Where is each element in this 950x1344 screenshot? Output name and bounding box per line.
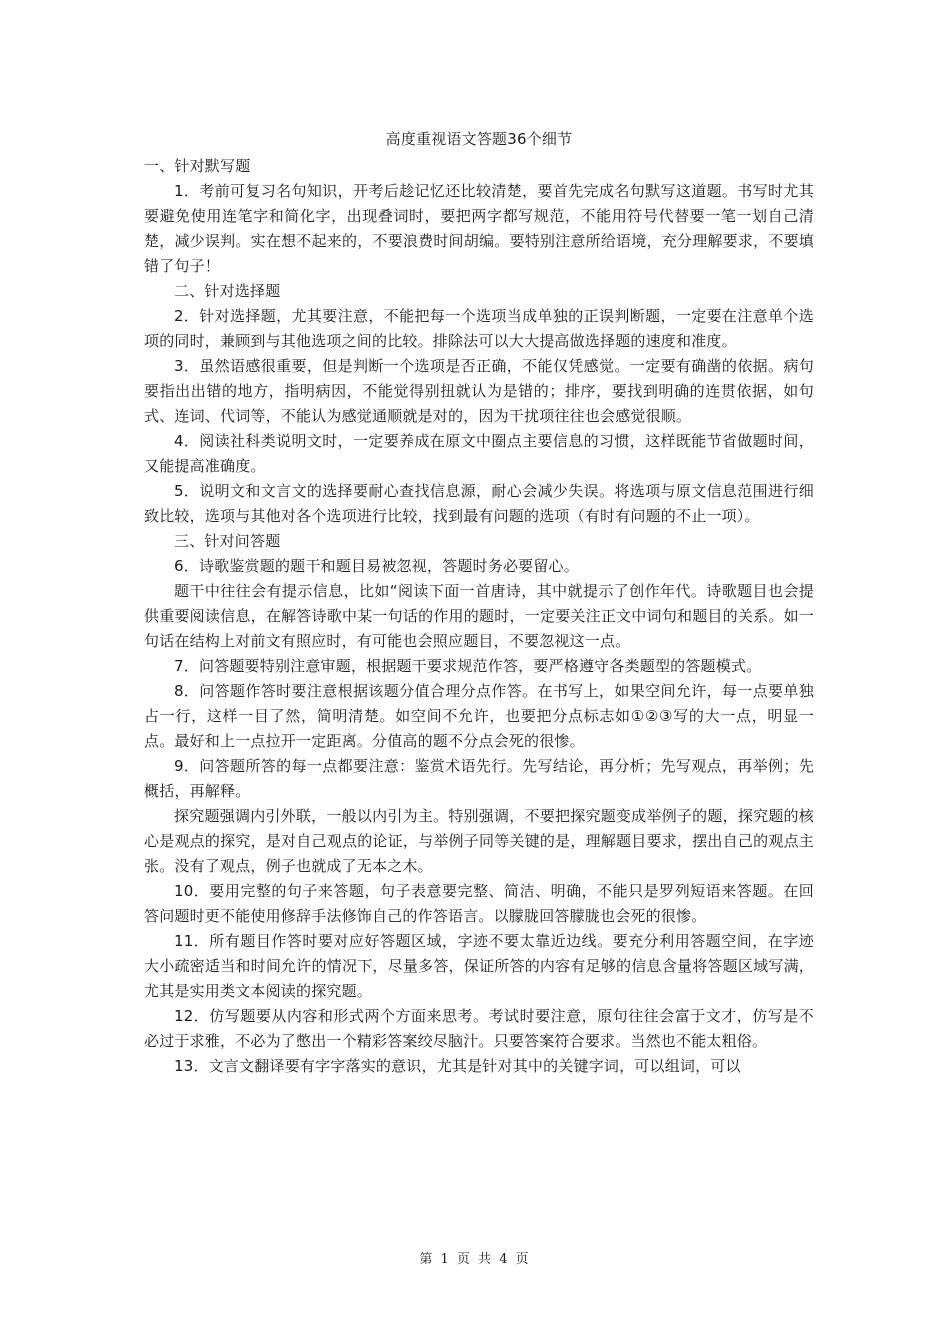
paragraph: 题干中往往会有提示信息，比如“阅读下面一首唐诗，其中就提示了创作年代。诗歌题目也会提供重要阅读信息，在解答诗歌中某一句话的作用的题时，一定要关注正文中词句和题目的关系。如一句话在结构上对前文有照应时，有可能也会照应题目，不要忽视这一点。 [144,582,814,650]
paragraph: 4．阅读社科类说明文时，一定要养成在原文中圈点主要信息的习惯，这样既能节省做题时间，又能提高准确度。 [144,432,814,475]
document-title: 高度重视语文答题36个细节 [385,130,573,148]
paragraph: 13．文言文翻译要有字字落实的意识，尤其是针对其中的关键字词，可以组词，可以 [174,1057,741,1075]
paragraph: 11．所有题目作答时要对应好答题区域，字迹不要太靠近边线。要充分利用答题空间，在字迹大小疏密适当和时间允许的情况下，尽量多答，保证所答的内容有足够的信息含量将答题区域写满，尤其是实用类文本阅读的探究题。 [144,932,814,1000]
section-heading-qa: 三、针对问答题 [174,532,281,550]
section-heading-dictation: 一、针对默写题 [144,157,251,175]
page-number-footer: 第 1 页 共 4 页 [419,1252,531,1267]
paragraph: 3．虽然语感很重要，但是判断一个选项是否正确，不能仅凭感觉。一定要有确凿的依据。病句要指出出错的地方，指明病因，不能觉得别扭就认为是错的；排序，要找到明确的连贯依据，如句式、连词、代词等，不能认为感觉通顺就是对的，因为干扰项往往也会感觉很顺。 [144,357,814,425]
section-heading-choice: 二、针对选择题 [174,282,281,300]
paragraph: 7．问答题要特别注意审题，根据题干要求规范作答，要严格遵守各类题型的答题模式。 [174,657,762,675]
paragraph: 探究题强调内引外联，一般以内引为主。特别强调，不要把探究题变成举例子的题，探究题的核心是观点的探究，是对自己观点的论证，与举例子同等关键的是，理解题目要求，摆出自己的观点主张。没有了观点，例子也就成了无本之木。 [144,807,814,875]
paragraph: 9．问答题所答的每一点都要注意：鉴赏术语先行。先写结论，再分析；先写观点，再举例；先概括，再解释。 [144,757,814,800]
paragraph: 2．针对选择题，尤其要注意，不能把每一个选项当成单独的正误判断题，一定要在注意单个选项的同时，兼顾到与其他选项之间的比较。排除法可以大大提高做选择题的速度和准度。 [144,307,814,350]
paragraph: 10．要用完整的句子来答题，句子表意要完整、简洁、明确，不能只是罗列短语来答题。在回答问题时更不能使用修辞手法修饰自己的作答语言。以朦胧回答朦胧也会死的很惨。 [144,882,814,925]
paragraph: 6．诗歌鉴赏题的题干和题目易被忽视，答题时务必要留心。 [174,557,579,575]
document-body [144,127,814,1079]
paragraph: 5．说明文和文言文的选择要耐心查找信息源，耐心会减少失误。将选项与原文信息范围进行细致比较，选项与其他对各个选项进行比较，找到最有问题的选项（有时有问题的不止一项）。 [144,482,814,525]
paragraph: 8．问答题作答时要注意根据该题分值合理分点作答。在书写上，如果空间允许，每一点要单独占一行，这样一目了然，简明清楚。如空间不允许，也要把分点标志如①②③写的大一点，明显一点。最好和上一点拉开一定距离。分值高的题不分点会死的很惨。 [144,682,814,750]
paragraph: 1．考前可复习名句知识，开考后趁记忆还比较清楚，要首先完成名句默写这道题。书写时尤其要避免使用连笔字和简化字，出现叠词时，要把两字都写规范，不能用符号代替要一笔一划自己清楚，减少误判。实在想不起来的，不要浪费时间胡编。要特别注意所给语境，充分理解要求，不要填错了句子！ [144,182,814,275]
paragraph: 12．仿写题要从内容和形式两个方面来思考。考试时要注意，原句往往会富于文才，仿写是不必过于求雅，不必为了憋出一个精彩答案绞尽脑汁。只要答案符合要求。当然也不能太粗俗。 [144,1007,814,1050]
